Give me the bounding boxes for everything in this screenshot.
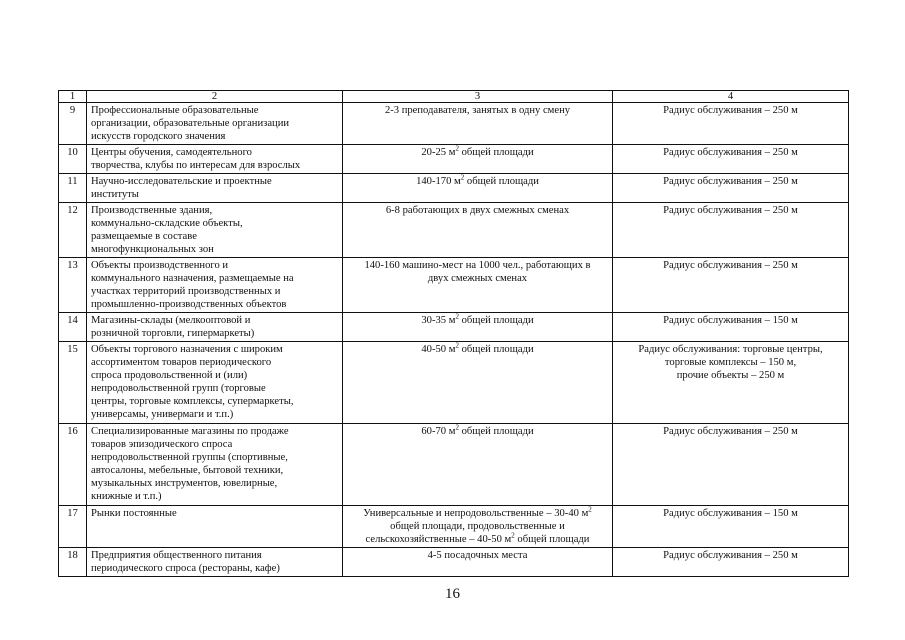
table-row [59, 548, 849, 577]
calculation-indicator [343, 103, 613, 145]
accessibility-radius-text: Радиус обслуживания – 250 м [663, 426, 798, 437]
table-row [59, 342, 849, 424]
row-number-text: 18 [67, 550, 78, 561]
calculation-indicator-text: 30-35 $м^2$ общей площади [421, 312, 534, 326]
object-type-text: Центры обучения, самодеятельного творчества, клубы по интересам для взрослых [91, 147, 301, 171]
row-number [59, 174, 87, 203]
object-type-text: Научно-исследовательские и проектные институты [91, 176, 272, 200]
accessibility-radius-text: Радиус обслуживания – 150 м [663, 508, 798, 519]
row-number [59, 203, 87, 258]
calculation-indicator-text: 40-50 $м^2$ общей площади [421, 341, 534, 355]
object-type-text: Магазины-склады (мелкооптовой и розничной торговли, гипермаркеты) [91, 315, 255, 339]
table-row [59, 203, 849, 258]
object-type-text: Производственные здания, коммунально-складские объекты, размещаемые в составе многофункциональных зон [91, 205, 243, 255]
accessibility-radius [613, 203, 849, 258]
accessibility-radius-text: Радиус обслуживания – 150 м [663, 315, 798, 326]
accessibility-radius [613, 258, 849, 313]
calculation-indicator-text: 140-160 машино-мест на 1000 чел., работающих в двух смежных сменах [364, 260, 591, 284]
object-type [87, 258, 343, 313]
accessibility-radius [613, 145, 849, 174]
object-type-text: Объекты торгового назначения с широким ассортиментом товаров периодического спроса продовольственной и (или) непродовольственной групп (торговые центры, торговые комплексы, супермаркеты, универсамы, универмаги и т.п.) [91, 344, 294, 420]
row-number-text: 17 [67, 508, 78, 519]
calculation-indicator [343, 424, 613, 506]
object-type [87, 424, 343, 506]
row-number [59, 424, 87, 506]
header-row [59, 91, 849, 103]
object-type [87, 313, 343, 342]
object-type [87, 203, 343, 258]
calculation-indicator [343, 203, 613, 258]
object-type [87, 145, 343, 174]
row-number-text: 12 [67, 205, 78, 216]
accessibility-radius-text: Радиус обслуживания – 250 м [663, 550, 798, 561]
calculation-indicator [343, 174, 613, 203]
object-type [87, 174, 343, 203]
object-type-text: Профессиональные образовательные организации, образовательные организации искусств городского значения [91, 105, 290, 142]
column-header-3: 3 [343, 91, 613, 103]
column-header-2: 2 [87, 91, 343, 103]
column-header-4: 4 [613, 91, 849, 103]
calculation-indicator-text: 60-70 $м^2$ общей площади [421, 423, 534, 437]
calculation-indicator-text: 140-170 $м^2$ общей площади [416, 173, 539, 187]
row-number [59, 506, 87, 548]
row-number-text: 13 [67, 260, 78, 271]
row-number-text: 16 [67, 426, 78, 437]
row-number-text: 9 [69, 105, 76, 116]
table-row [59, 258, 849, 313]
row-number [59, 342, 87, 424]
accessibility-radius-text: Радиус обслуживания: торговые центры, торговые комплексы – 150 м, прочие объекты – 250 м [638, 344, 823, 381]
accessibility-radius-text: Радиус обслуживания – 250 м [663, 176, 798, 187]
row-number [59, 103, 87, 145]
calculation-indicator [343, 313, 613, 342]
object-type-text: Специализированные магазины по продаже товаров эпизодического спроса непродовольственной группы (спортивные, автосалоны, мебельные, бытовой техники, музыкальных инструментов, ювелирные, книжные и т.п.) [91, 426, 289, 502]
object-type-text: Предприятия общественного питания периодического спроса (рестораны, кафе) [91, 550, 280, 574]
object-type [87, 506, 343, 548]
calculation-indicator-text: 6-8 работающих в двух смежных сменах [385, 205, 570, 216]
table-row [59, 145, 849, 174]
object-type [87, 103, 343, 145]
table-row [59, 103, 849, 145]
table-row [59, 506, 849, 548]
row-number [59, 313, 87, 342]
norms-table [58, 90, 849, 577]
calculation-indicator-text: Универсальные и непродовольственные – 30-40 $м^2$ общей площади, продовольственные и сельскохозяйственные – 40-50 $м^2$ общей площади [363, 505, 592, 545]
calculation-indicator [343, 548, 613, 577]
accessibility-radius [613, 342, 849, 424]
accessibility-radius [613, 313, 849, 342]
calculation-indicator-text: 20-25 $м^2$ общей площади [421, 144, 534, 158]
object-type-text: Объекты производственного и коммунального назначения, размещаемые на участках территорий производственных и промышленно-производственных объектов [91, 260, 294, 310]
accessibility-radius [613, 424, 849, 506]
accessibility-radius-text: Радиус обслуживания – 250 м [663, 260, 798, 271]
row-number-text: 11 [67, 176, 78, 187]
calculation-indicator [343, 145, 613, 174]
accessibility-radius [613, 103, 849, 145]
table-body [59, 103, 849, 577]
page-number: 16 [445, 586, 460, 602]
row-number [59, 548, 87, 577]
row-number-text: 15 [67, 344, 78, 355]
row-number-text: 14 [67, 315, 78, 326]
object-type-text: Рынки постоянные [91, 508, 177, 519]
accessibility-radius-text: Радиус обслуживания – 250 м [663, 147, 798, 158]
calculation-indicator [343, 342, 613, 424]
table-row [59, 174, 849, 203]
calculation-indicator [343, 506, 613, 548]
column-header-1: 1 [59, 91, 87, 103]
calculation-indicator-text: 2-3 преподавателя, занятых в одну смену [384, 105, 571, 116]
accessibility-radius [613, 174, 849, 203]
table-row [59, 313, 849, 342]
row-number [59, 145, 87, 174]
row-number-text: 10 [67, 147, 78, 158]
calculation-indicator [343, 258, 613, 313]
table-row [59, 424, 849, 506]
accessibility-radius [613, 506, 849, 548]
calculation-indicator-text: 4-5 посадочных места [427, 550, 528, 561]
accessibility-radius [613, 548, 849, 577]
accessibility-radius-text: Радиус обслуживания – 250 м [663, 105, 798, 116]
object-type [87, 342, 343, 424]
row-number [59, 258, 87, 313]
object-type [87, 548, 343, 577]
accessibility-radius-text: Радиус обслуживания – 250 м [663, 205, 798, 216]
